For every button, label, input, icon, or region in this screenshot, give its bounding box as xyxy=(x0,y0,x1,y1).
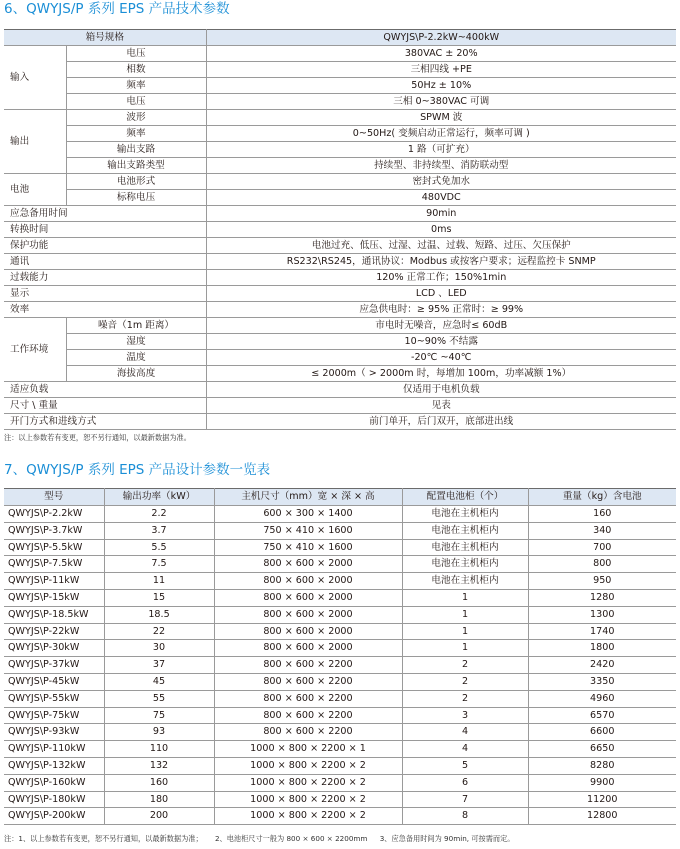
param-label: 开门方式和进线方式 xyxy=(4,414,206,430)
model-cell: QWYJS\P-160kW xyxy=(4,774,104,791)
spec-label: 箱号规格 xyxy=(4,30,206,46)
battery-cabinet-cell: 5 xyxy=(402,757,528,774)
tech-param-row xyxy=(4,126,676,142)
model-cell: QWYJS\P-11kW xyxy=(4,573,104,590)
weight-cell: 8280 xyxy=(528,757,676,774)
battery-cabinet-cell: 电池在主机柜内 xyxy=(402,573,528,590)
param-value: 90min xyxy=(206,206,676,222)
battery-cabinet-cell: 2 xyxy=(402,673,528,690)
column-header: 输出功率（kW） xyxy=(104,489,214,506)
tech-param-row xyxy=(4,222,676,238)
param-sub-label: 海拔高度 xyxy=(66,366,206,382)
model-cell: QWYJS\P-18.5kW xyxy=(4,606,104,623)
param-sub-label: 相数 xyxy=(66,62,206,78)
table-row xyxy=(4,506,676,523)
param-label: 适应负载 xyxy=(4,382,206,398)
weight-cell: 6650 xyxy=(528,741,676,758)
table-row xyxy=(4,690,676,707)
param-value: 120% 正常工作；150%1min xyxy=(206,270,676,286)
size-cell: 1000 × 800 × 2200 × 2 xyxy=(214,757,402,774)
power-cell: 11 xyxy=(104,573,214,590)
table-row xyxy=(4,589,676,606)
battery-cabinet-cell: 1 xyxy=(402,606,528,623)
param-value: 10~90% 不结露 xyxy=(206,334,676,350)
weight-cell: 340 xyxy=(528,522,676,539)
model-cell: QWYJS\P-5.5kW xyxy=(4,539,104,556)
tech-params-body xyxy=(4,30,676,430)
column-header: 主机尺寸（mm）宽 × 深 × 高 xyxy=(214,489,402,506)
tech-param-row xyxy=(4,382,676,398)
weight-cell: 160 xyxy=(528,506,676,523)
weight-cell: 4960 xyxy=(528,690,676,707)
tech-params-header-row xyxy=(4,30,676,46)
param-sub-label: 标称电压 xyxy=(66,190,206,206)
tech-param-row xyxy=(4,174,676,190)
battery-cabinet-cell: 1 xyxy=(402,623,528,640)
model-cell: QWYJS\P-75kW xyxy=(4,707,104,724)
tech-param-row xyxy=(4,350,676,366)
battery-cabinet-cell: 4 xyxy=(402,724,528,741)
power-cell: 180 xyxy=(104,791,214,808)
param-value: ≤ 2000m（ > 2000m 时，每增加 100m，功率减额 1%） xyxy=(206,366,676,382)
model-cell: QWYJS\P-15kW xyxy=(4,589,104,606)
param-sub-label: 电压 xyxy=(66,46,206,62)
power-cell: 15 xyxy=(104,589,214,606)
battery-cabinet-cell: 2 xyxy=(402,690,528,707)
table-row xyxy=(4,741,676,758)
table-row xyxy=(4,657,676,674)
weight-cell: 6570 xyxy=(528,707,676,724)
param-value: 480VDC xyxy=(206,190,676,206)
model-cell: QWYJS\P-110kW xyxy=(4,741,104,758)
param-label: 保护功能 xyxy=(4,238,206,254)
param-value: LCD 、LED xyxy=(206,286,676,302)
table-row xyxy=(4,539,676,556)
weight-cell: 700 xyxy=(528,539,676,556)
tech-param-row xyxy=(4,62,676,78)
param-sub-label: 输出支路 xyxy=(66,142,206,158)
power-cell: 7.5 xyxy=(104,556,214,573)
model-cell: QWYJS\P-45kW xyxy=(4,673,104,690)
param-sub-label: 频率 xyxy=(66,126,206,142)
model-cell: QWYJS\P-30kW xyxy=(4,640,104,657)
column-header: 重量（kg）含电池 xyxy=(528,489,676,506)
weight-cell: 3350 xyxy=(528,673,676,690)
power-cell: 132 xyxy=(104,757,214,774)
column-header: 型号 xyxy=(4,489,104,506)
battery-cabinet-cell: 4 xyxy=(402,741,528,758)
design-params-header-row xyxy=(4,489,676,506)
weight-cell: 950 xyxy=(528,573,676,590)
param-value: 密封式免加水 xyxy=(206,174,676,190)
param-value: 1 路（可扩充） xyxy=(206,142,676,158)
model-cell: QWYJS\P-132kW xyxy=(4,757,104,774)
battery-cabinet-cell: 7 xyxy=(402,791,528,808)
model-cell: QWYJS\P-37kW xyxy=(4,657,104,674)
power-cell: 75 xyxy=(104,707,214,724)
model-cell: QWYJS\P-200kW xyxy=(4,808,104,825)
weight-cell: 1280 xyxy=(528,589,676,606)
power-cell: 55 xyxy=(104,690,214,707)
table-row xyxy=(4,606,676,623)
table-row xyxy=(4,556,676,573)
power-cell: 160 xyxy=(104,774,214,791)
param-value: RS232\RS245，通讯协议：Modbus 或按客户要求；远程监控卡 SNMP xyxy=(206,254,676,270)
tech-param-row xyxy=(4,254,676,270)
weight-cell: 6600 xyxy=(528,724,676,741)
weight-cell: 1740 xyxy=(528,623,676,640)
param-sub-label: 电压 xyxy=(66,94,206,110)
size-cell: 750 × 410 × 1600 xyxy=(214,522,402,539)
param-group-label: 电池 xyxy=(4,174,66,206)
battery-cabinet-cell: 3 xyxy=(402,707,528,724)
weight-cell: 1800 xyxy=(528,640,676,657)
note-1: 注：1、以上参数若有变更，恕不另行通知，以最新数据为准； xyxy=(4,834,203,843)
tech-param-row xyxy=(4,46,676,62)
design-params-body xyxy=(4,506,676,825)
column-header: 配置电池柜（个） xyxy=(402,489,528,506)
tech-param-row xyxy=(4,190,676,206)
param-value: 应急供电时：≥ 95% 正常时：≥ 99% xyxy=(206,302,676,318)
param-sub-label: 输出支路类型 xyxy=(66,158,206,174)
power-cell: 37 xyxy=(104,657,214,674)
param-value: 电池过充、低压、过湿、过温、过载、短路、过压、欠压保护 xyxy=(206,238,676,254)
param-label: 过载能力 xyxy=(4,270,206,286)
param-sub-label: 电池形式 xyxy=(66,174,206,190)
model-cell: QWYJS\P-3.7kW xyxy=(4,522,104,539)
tech-params-table xyxy=(4,29,676,430)
tech-param-row xyxy=(4,270,676,286)
table-row xyxy=(4,573,676,590)
battery-cabinet-cell: 电池在主机柜内 xyxy=(402,539,528,556)
tech-param-row xyxy=(4,206,676,222)
model-cell: QWYJS\P-7.5kW xyxy=(4,556,104,573)
weight-cell: 1300 xyxy=(528,606,676,623)
weight-cell: 11200 xyxy=(528,791,676,808)
tech-param-row xyxy=(4,334,676,350)
table-row xyxy=(4,673,676,690)
table-row xyxy=(4,757,676,774)
param-value: SPWM 波 xyxy=(206,110,676,126)
param-value: -20℃ ~40℃ xyxy=(206,350,676,366)
note-2: 2、电池柜尺寸一般为 800 × 600 × 2200mm xyxy=(214,834,368,843)
param-value: 持续型、非持续型、消防联动型 xyxy=(206,158,676,174)
battery-cabinet-cell: 电池在主机柜内 xyxy=(402,506,528,523)
weight-cell: 12800 xyxy=(528,808,676,825)
tech-param-row xyxy=(4,302,676,318)
section-7-notes xyxy=(4,834,524,844)
size-cell: 1000 × 800 × 2200 × 2 xyxy=(214,774,402,791)
table-row xyxy=(4,623,676,640)
size-cell: 800 × 600 × 2000 xyxy=(214,556,402,573)
tech-param-row xyxy=(4,318,676,334)
size-cell: 800 × 600 × 2200 xyxy=(214,707,402,724)
size-cell: 600 × 300 × 1400 xyxy=(214,506,402,523)
tech-param-row xyxy=(4,94,676,110)
size-cell: 800 × 600 × 2000 xyxy=(214,640,402,657)
size-cell: 800 × 600 × 2000 xyxy=(214,589,402,606)
table-row xyxy=(4,640,676,657)
battery-cabinet-cell: 2 xyxy=(402,657,528,674)
battery-cabinet-cell: 8 xyxy=(402,808,528,825)
param-value: 0~50Hz( 变频启动正常运行，频率可调 ) xyxy=(206,126,676,142)
tech-param-row xyxy=(4,238,676,254)
table-row xyxy=(4,808,676,825)
power-cell: 200 xyxy=(104,808,214,825)
tech-param-row xyxy=(4,110,676,126)
note-3: 3、应急备用时间为 90min, 可按需而定。 xyxy=(379,834,515,843)
size-cell: 800 × 600 × 2200 xyxy=(214,724,402,741)
battery-cabinet-cell: 电池在主机柜内 xyxy=(402,522,528,539)
model-cell: QWYJS\P-93kW xyxy=(4,724,104,741)
param-group-label: 输入 xyxy=(4,46,66,110)
size-cell: 800 × 600 × 2000 xyxy=(214,606,402,623)
param-group-label: 输出 xyxy=(4,110,66,174)
power-cell: 3.7 xyxy=(104,522,214,539)
size-cell: 800 × 600 × 2000 xyxy=(214,573,402,590)
table-row xyxy=(4,522,676,539)
section-6-note: 注：以上参数若有变更，恕不另行通知，以最新数据为准。 xyxy=(4,433,191,442)
param-value: 380VAC ± 20% xyxy=(206,46,676,62)
power-cell: 110 xyxy=(104,741,214,758)
battery-cabinet-cell: 1 xyxy=(402,589,528,606)
model-cell: QWYJS\P-2.2kW xyxy=(4,506,104,523)
param-sub-label: 频率 xyxy=(66,78,206,94)
spec-value: QWYJS\P-2.2kW~400kW xyxy=(206,30,676,46)
param-label: 应急备用时间 xyxy=(4,206,206,222)
param-label: 效率 xyxy=(4,302,206,318)
model-cell: QWYJS\P-55kW xyxy=(4,690,104,707)
weight-cell: 9900 xyxy=(528,774,676,791)
param-group-label: 工作环境 xyxy=(4,318,66,382)
param-value: 50Hz ± 10% xyxy=(206,78,676,94)
param-value: 0ms xyxy=(206,222,676,238)
section-7-title: 7、QWYJS/P 系列 EPS 产品设计参数一览表 xyxy=(4,462,271,478)
table-row xyxy=(4,791,676,808)
tech-param-row xyxy=(4,366,676,382)
param-label: 转换时间 xyxy=(4,222,206,238)
param-label: 通讯 xyxy=(4,254,206,270)
tech-param-row xyxy=(4,78,676,94)
param-value: 见表 xyxy=(206,398,676,414)
power-cell: 18.5 xyxy=(104,606,214,623)
tech-param-row xyxy=(4,414,676,430)
section-6-title: 6、QWYJS/P 系列 EPS 产品技术参数 xyxy=(4,1,230,17)
param-value: 三相 0~380VAC 可调 xyxy=(206,94,676,110)
power-cell: 2.2 xyxy=(104,506,214,523)
model-cell: QWYJS\P-180kW xyxy=(4,791,104,808)
param-label: 显示 xyxy=(4,286,206,302)
param-value: 市电时无噪音，应急时≤ 60dB xyxy=(206,318,676,334)
size-cell: 1000 × 800 × 2200 × 2 xyxy=(214,791,402,808)
weight-cell: 800 xyxy=(528,556,676,573)
param-value: 前门单开，后门双开，底部进出线 xyxy=(206,414,676,430)
param-label: 尺寸 \ 重量 xyxy=(4,398,206,414)
size-cell: 1000 × 800 × 2200 × 2 xyxy=(214,808,402,825)
power-cell: 45 xyxy=(104,673,214,690)
battery-cabinet-cell: 1 xyxy=(402,640,528,657)
tech-param-row xyxy=(4,398,676,414)
tech-param-row xyxy=(4,286,676,302)
param-sub-label: 温度 xyxy=(66,350,206,366)
size-cell: 800 × 600 × 2200 xyxy=(214,657,402,674)
param-value: 三相四线 +PE xyxy=(206,62,676,78)
param-sub-label: 波形 xyxy=(66,110,206,126)
table-row xyxy=(4,707,676,724)
table-row xyxy=(4,724,676,741)
table-row xyxy=(4,774,676,791)
size-cell: 750 × 410 × 1600 xyxy=(214,539,402,556)
design-params-table xyxy=(4,488,676,825)
size-cell: 800 × 600 × 2200 xyxy=(214,690,402,707)
param-sub-label: 湿度 xyxy=(66,334,206,350)
power-cell: 5.5 xyxy=(104,539,214,556)
weight-cell: 2420 xyxy=(528,657,676,674)
param-sub-label: 噪音（1m 距离） xyxy=(66,318,206,334)
battery-cabinet-cell: 电池在主机柜内 xyxy=(402,556,528,573)
size-cell: 800 × 600 × 2000 xyxy=(214,623,402,640)
param-value: 仅适用于电机负载 xyxy=(206,382,676,398)
size-cell: 1000 × 800 × 2200 × 1 xyxy=(214,741,402,758)
size-cell: 800 × 600 × 2200 xyxy=(214,673,402,690)
power-cell: 93 xyxy=(104,724,214,741)
tech-param-row xyxy=(4,158,676,174)
model-cell: QWYJS\P-22kW xyxy=(4,623,104,640)
power-cell: 22 xyxy=(104,623,214,640)
power-cell: 30 xyxy=(104,640,214,657)
tech-param-row xyxy=(4,142,676,158)
battery-cabinet-cell: 6 xyxy=(402,774,528,791)
